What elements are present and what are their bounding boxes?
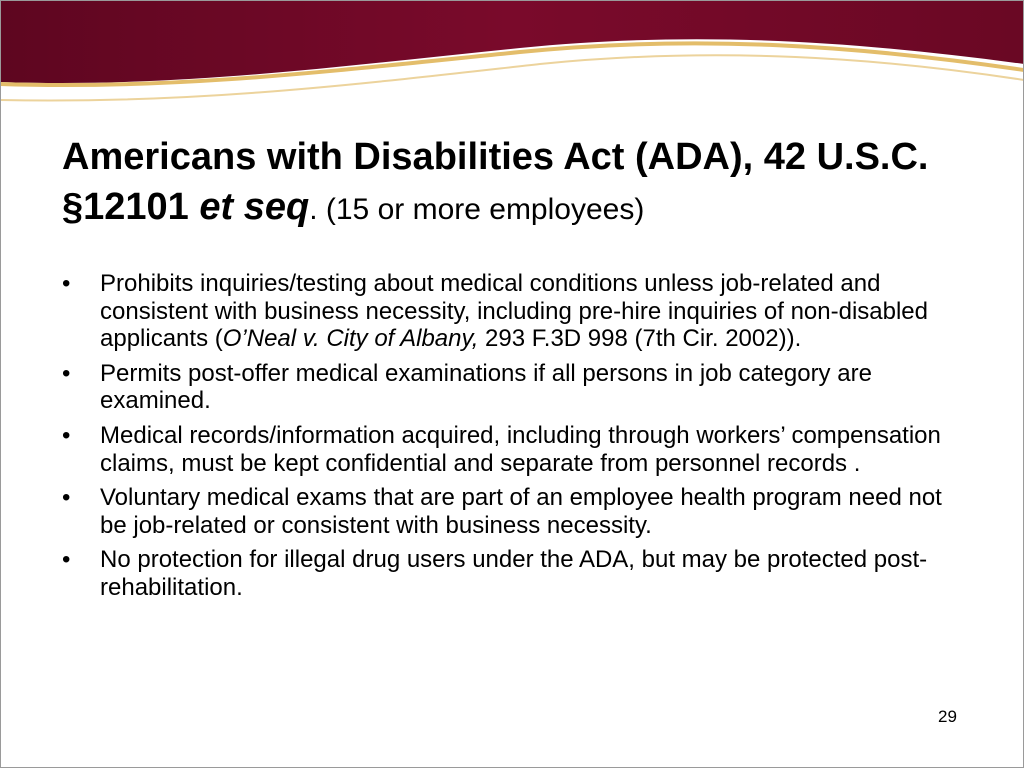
header-wave-fill [0,0,1024,83]
bullet-marker: • [62,421,71,449]
bullet-text: Permits post-offer medical examinations if all persons in job category are examined. [100,359,872,415]
bullet-text: Medical records/information acquired, including through workers’ compensation claims, must be kept confidential and separate from personnel records . [100,421,941,477]
bullet-text: Prohibits inquiries/testing about medical conditions unless job-related and consistent with business necessity, including pre-hire inquiries of non-disabled applicants ( [100,270,928,353]
bullet-item [62,270,962,353]
title-suffix: . (15 or more employees) [309,193,645,226]
slide-title [62,132,982,235]
bullet-marker: • [62,270,71,297]
bullet-marker: • [62,484,71,512]
page-number: 29 [938,707,957,726]
bullet-item [62,422,962,477]
case-citation: O’Neal v. City of Albany, [222,325,479,353]
header-band [0,0,1024,110]
bullet-item [62,546,962,601]
bullet-text: Voluntary medical exams that are part of an employee health program need not be job-related or consistent with business necessity. [100,484,942,539]
bullet-item [62,484,962,539]
bullet-marker: • [62,546,71,574]
title-italic: et seq [199,186,310,228]
bullet-text: No protection for illegal drug users under the ADA, but may be protected post-rehabilitation. [100,546,928,601]
bullet-marker: • [62,359,71,387]
bullet-list [62,270,962,609]
bullet-item [62,360,962,415]
bullet-text-after: 293 F.3D 998 (7th Cir. 2002)). [478,325,802,353]
title-main: Americans with Disabilities Act (ADA), 42 U.S.C. §12101 [62,136,929,228]
